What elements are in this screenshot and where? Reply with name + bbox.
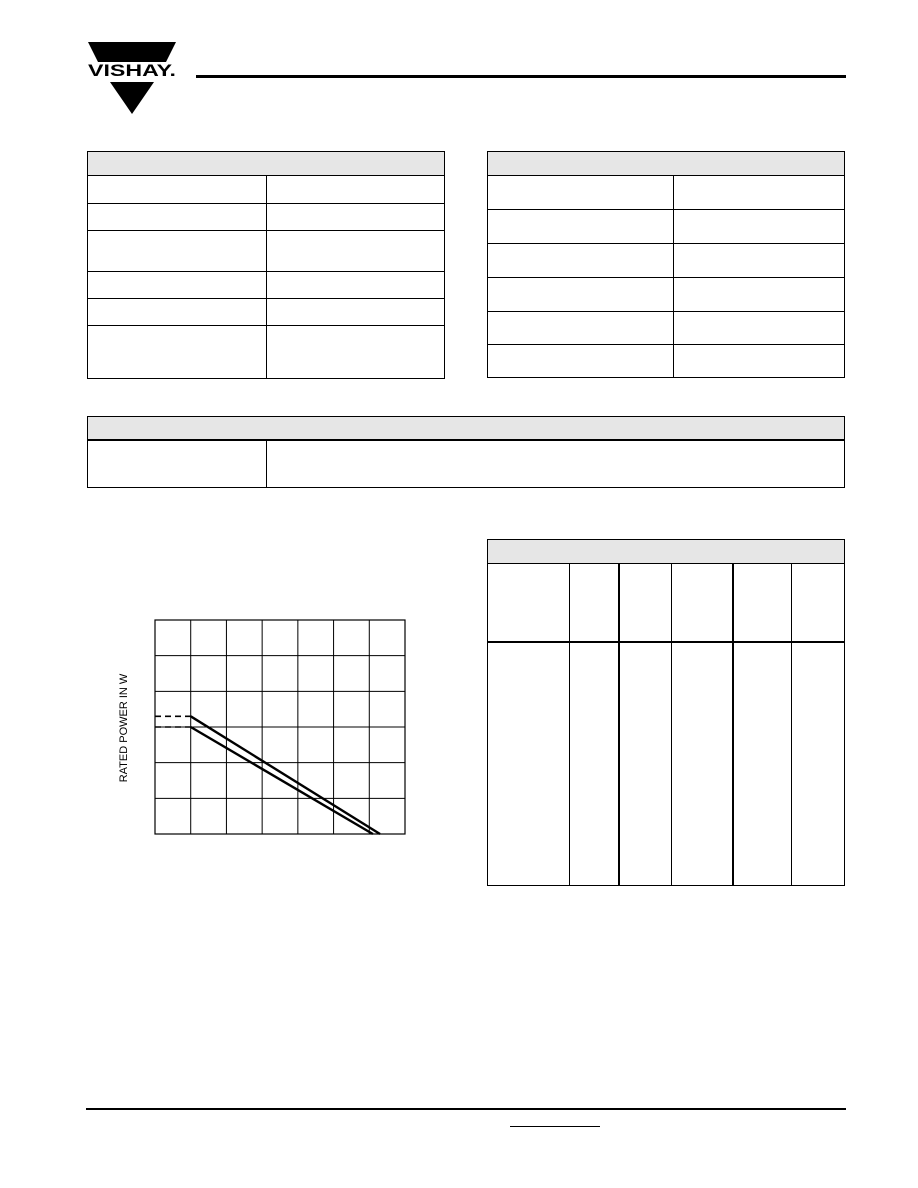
table-row <box>488 209 844 210</box>
spec-table-1 <box>87 151 445 379</box>
column-divider <box>266 176 267 379</box>
table-row <box>88 230 444 231</box>
table-row <box>88 325 444 326</box>
chart-series <box>155 716 380 834</box>
series-1-line <box>191 716 380 834</box>
column-divider <box>671 564 672 886</box>
header-rule <box>196 75 846 78</box>
column-divider <box>569 564 570 886</box>
vishay-logo <box>86 42 178 116</box>
spec-table-2-header <box>488 152 844 176</box>
footer-link-underline[interactable] <box>510 1126 600 1127</box>
table-row <box>488 311 844 312</box>
y-axis-label: RATED POWER IN W <box>118 673 130 783</box>
spec-table-3-header <box>88 417 844 441</box>
footer-rule <box>86 1108 846 1110</box>
table-row <box>88 271 444 272</box>
series-2-line <box>191 727 373 834</box>
spec-table-4-header <box>488 540 844 564</box>
table-row <box>488 243 844 244</box>
column-divider <box>732 564 734 886</box>
spec-table-2 <box>487 151 845 378</box>
power-derating-chart <box>110 600 410 850</box>
table-row <box>488 277 844 278</box>
table-row <box>488 344 844 345</box>
table-header-rule <box>488 641 844 643</box>
spec-table-3 <box>87 416 845 488</box>
column-divider <box>791 564 792 886</box>
spec-table-4 <box>487 539 845 886</box>
logo-wordmark: VISHAY. <box>88 61 176 80</box>
table-row <box>88 203 444 204</box>
table-row <box>88 298 444 299</box>
column-divider <box>618 564 620 886</box>
spec-table-1-header <box>88 152 444 176</box>
column-divider <box>266 441 267 488</box>
